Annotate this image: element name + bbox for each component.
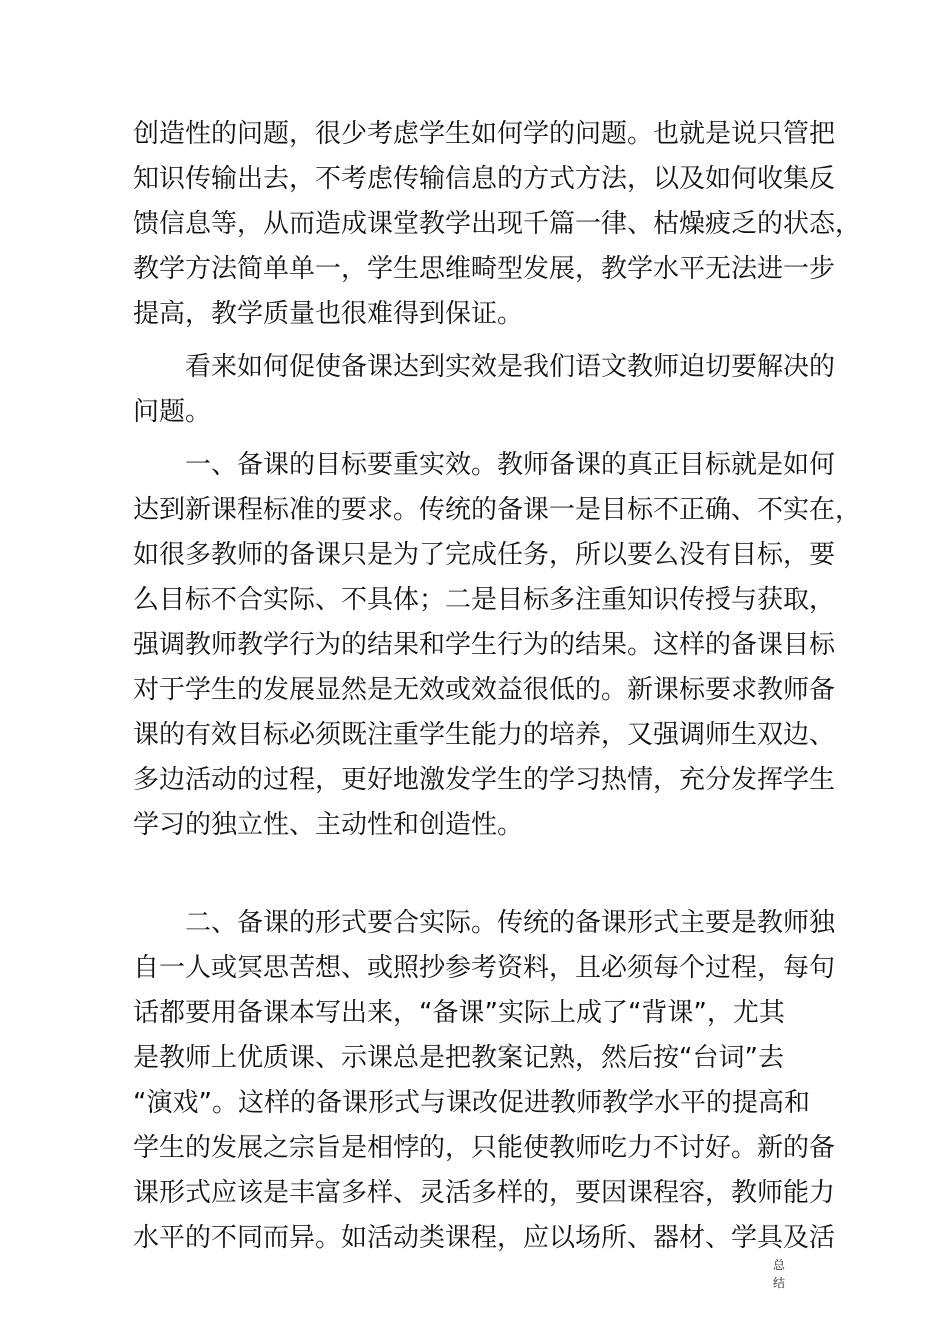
body-text	[133, 112, 862, 1261]
text-line: 话都要用备课本写出来，“备课”实际上成了“背课”，尤其	[133, 998, 785, 1028]
page-footer	[771, 1256, 787, 1292]
paragraph-4	[133, 901, 836, 1261]
text-line: 强调教师教学行为的结果和学生行为的结果。这样的备课目标	[133, 630, 836, 660]
text-line: 对于学生的发展显然是无效或效益很低的。新课标要求教师备	[133, 675, 836, 705]
text-line: 知识传输出去，不考虑传输信息的方式方法，以及如何收集反	[133, 164, 836, 194]
text-line: 自一人或冥思苦想、或照抄参考资料，且必须每个过程，每句	[133, 953, 836, 983]
text-line: 如很多教师的备课只是为了完成任务，所以要么没有目标，要	[133, 540, 836, 570]
footer-char: 总	[772, 1258, 785, 1272]
text-line	[133, 848, 833, 893]
paragraph-spacer	[133, 435, 833, 443]
paragraph-3	[133, 443, 862, 893]
text-line: 达到新课程标准的要求。传统的备课一是目标不正确、不实在，	[133, 495, 862, 525]
text-line: 么目标不合实际、不具体；二是目标多注重知识传授与获取，	[133, 585, 836, 615]
text-line: 多边活动的过程，更好地激发学生的学习热情，充分发挥学生	[133, 765, 836, 795]
text-line: 学习的独立性、主动性和创造性。	[133, 810, 524, 840]
paragraph-spacer	[133, 893, 833, 901]
text-line: 二、备课的形式要合实际。传统的备课形式主要是教师独	[133, 908, 836, 938]
text-line: 一、备课的目标要重实效。教师备课的真正目标就是如何	[133, 450, 836, 480]
text-line: 课形式应该是丰富多样、灵活多样的，要因课程容，教师能力	[133, 1178, 836, 1208]
paragraph-1	[133, 112, 862, 337]
text-line: 创造性的问题，很少考虑学生如何学的问题。也就是说只管把	[133, 119, 836, 149]
text-line: 课的有效目标必须既注重学生能力的培养，又强调师生双边、	[133, 720, 836, 750]
paragraph-2	[133, 345, 836, 435]
footer-char: 结	[772, 1276, 785, 1290]
text-line: “演戏”。这样的备课形式与课改促进教师教学水平的提高和	[133, 1088, 810, 1118]
text-line: 水平的不同而异。如活动类课程，应以场所、器材、学具及活	[133, 1223, 836, 1253]
text-line: 看来如何促使备课达到实效是我们语文教师迫切要解决的	[133, 352, 836, 382]
text-line: 提高，教学质量也很难得到保证。	[133, 299, 524, 329]
text-line: 馈信息等，从而造成课堂教学出现千篇一律、枯燥疲乏的状态，	[133, 209, 862, 239]
text-line: 问题。	[133, 397, 212, 427]
text-line: 学生的发展之宗旨是相悖的，只能使教师吃力不讨好。新的备	[133, 1133, 836, 1163]
text-line: 教学方法简单单一，学生思维畸型发展，教学水平无法进一步	[133, 254, 836, 284]
paragraph-spacer	[133, 337, 833, 345]
text-line: 是教师上优质课、示课总是把教案记熟，然后按“台词”去	[133, 1043, 784, 1073]
